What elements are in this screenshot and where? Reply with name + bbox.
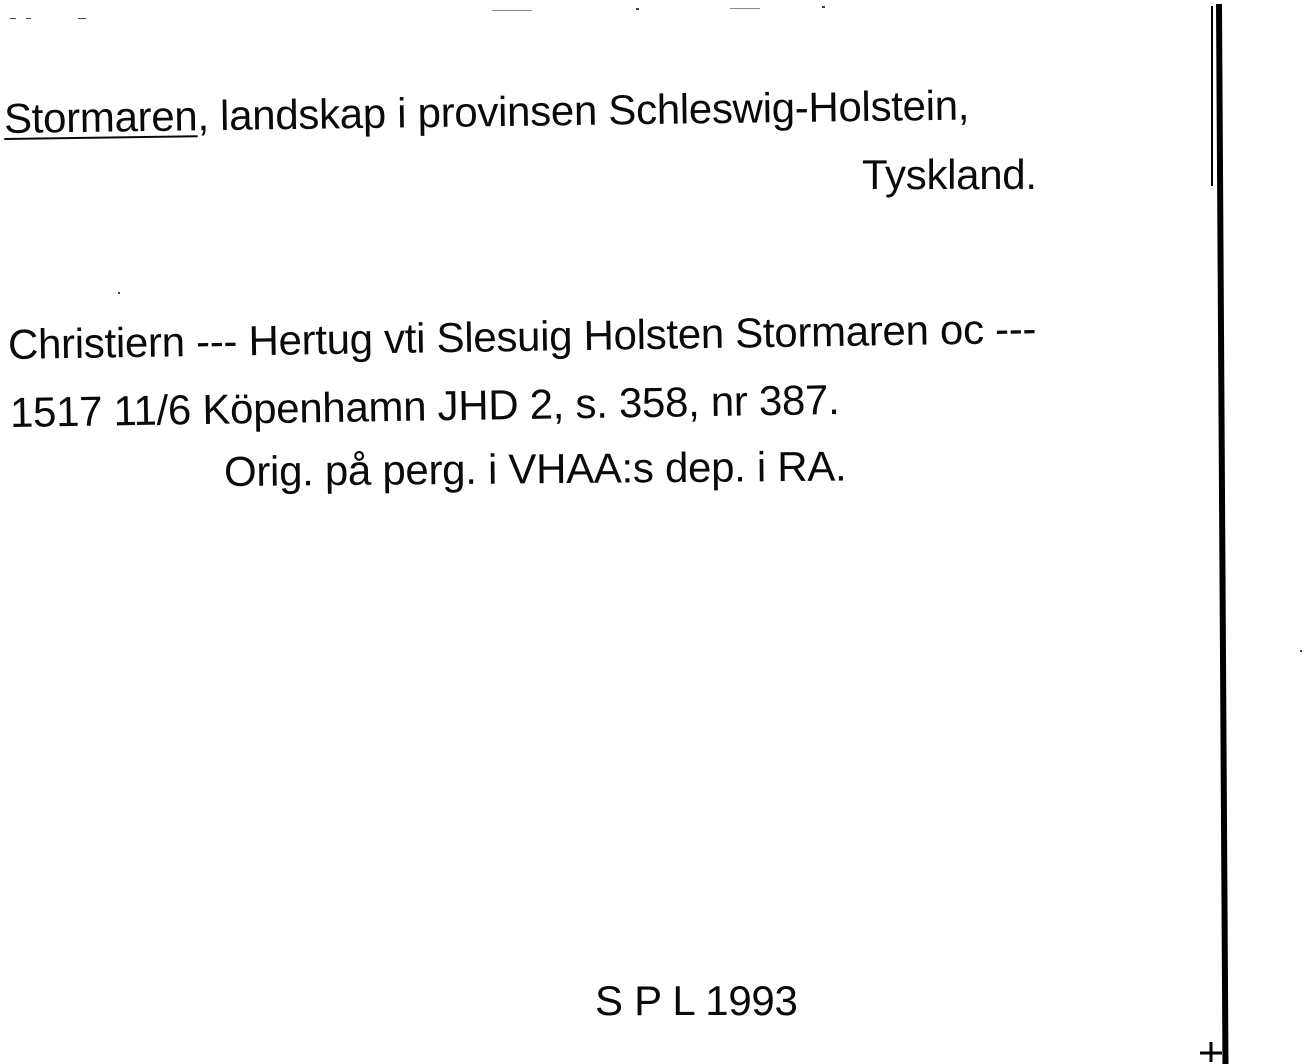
heading-line [3, 81, 970, 142]
scan-speck [118, 292, 120, 294]
scan-speck [492, 10, 532, 11]
scan-speck [1300, 650, 1302, 652]
registration-cross-icon [1198, 1036, 1224, 1062]
scan-speck [730, 8, 760, 9]
card-right-border [1216, 4, 1228, 1064]
scan-speck [26, 18, 31, 19]
headword: Stormaren [3, 92, 198, 142]
card-edge-shadow [1211, 6, 1213, 186]
quote-line: Christiern --- Hertug vti Slesuig Holsten Stormaren oc --- [7, 304, 1037, 368]
heading-description: , landskap i provinsen Schleswig-Holstein, [197, 81, 970, 140]
scan-speck [822, 6, 825, 8]
source-reference: 1517 11/6 Köpenhamn JHD 2, s. 358, nr 387. [9, 375, 840, 436]
original-location: Orig. på perg. i VHAA:s dep. i RA. [223, 442, 847, 495]
signature-code: S P L 1993 [595, 977, 798, 1024]
scan-speck [78, 18, 86, 19]
scan-speck [636, 8, 639, 10]
heading-country: Tyskland. [862, 151, 1037, 198]
scan-speck [10, 18, 16, 19]
